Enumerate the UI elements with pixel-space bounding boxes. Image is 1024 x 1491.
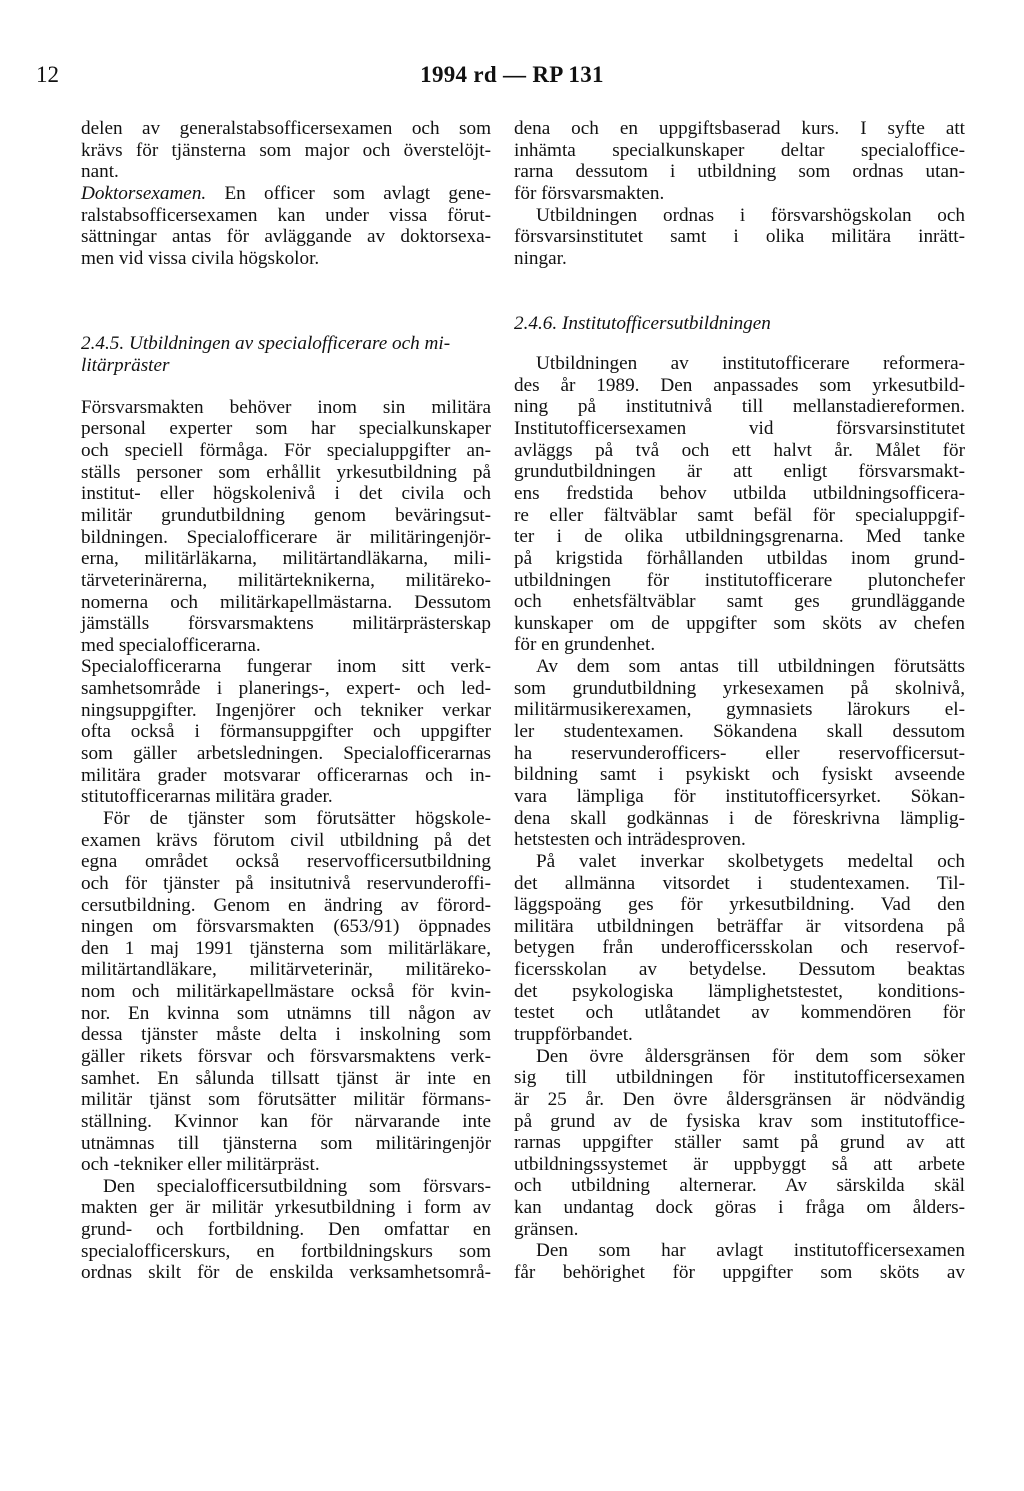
paragraph [81, 656, 491, 807]
text-line: och speciell förmåga. För specialuppgifter an- [81, 440, 491, 462]
text-line: rarna dessutom i utbildning som ordnas utan- [514, 161, 965, 183]
running-head: 1994 rd — RP 131 [420, 62, 604, 87]
text-line: dena skall godkännas i de föreskrivna lämplig- [514, 807, 965, 829]
text-line: Den specialofficersutbildning som försvars- [103, 1175, 491, 1197]
text-line: betygen från underofficersskolan och reservof- [514, 937, 965, 959]
text-line: den 1 maj 1991 tjänsterna som militärläkare, [81, 937, 491, 959]
text-line: Utbildningen ordnas i försvarshögskolan och [536, 204, 965, 226]
text-line: Utbildningen av institutofficerare reformera- [536, 353, 965, 375]
text-line: militärtandläkare, militärveterinär, militäreko- [81, 959, 491, 981]
text-line: des år 1989. Den anpassades som yrkesutbild- [514, 374, 965, 396]
page-number: 12 [36, 62, 59, 87]
text-line: ofta också i förmansuppgifter och uppgifter [81, 721, 491, 743]
text-line: är 25 år. Den övre åldersgränsen är nödvändig [514, 1088, 965, 1110]
paragraph [514, 205, 965, 270]
text-line: testet och utlåtandet av kommendören för [514, 1002, 965, 1024]
text-line: nom och militärkapellmästare också för kvin- [81, 981, 491, 1003]
left-column [81, 118, 491, 1284]
text-line: men vid vissa civila högskolor. [81, 247, 320, 269]
paragraph [81, 183, 491, 270]
text-line: erna, militärläkarna, militärtandläkarna, mili- [81, 548, 491, 570]
text-line: Institutofficersexamen vid försvarsinstitutet [514, 418, 965, 440]
paragraph [81, 808, 491, 1176]
text-line: på grund av de fysiska krav som institutoffice- [514, 1110, 965, 1132]
text-line: och enhetsfältväblar samt ges grundläggande [514, 591, 965, 613]
text-line: ställs personer som erhållit yrkesutbildning på [81, 461, 491, 483]
text-line: ningen om försvarsmakten (653/91) öppnades [81, 916, 491, 938]
text-line: och utbildning alternerar. Av särskilda skäl [514, 1175, 965, 1197]
text-line: Den som har avlagt institutofficersexamen [536, 1240, 965, 1262]
text-line: med specialofficerarna. [81, 634, 261, 656]
heading-line: litärpräster [81, 355, 170, 377]
text-line: militära utbildningen beträffar är vitsordena på [514, 915, 965, 937]
text-line: re eller fältväblar samt befäl för specialuppgif- [514, 504, 965, 526]
text-line: jämställs försvarsmaktens militärprästerskap [81, 613, 491, 635]
text-line: egna området också reservofficersutbildning [81, 851, 491, 873]
text-line: ler studentexamen. Sökandena skall dessutom [514, 721, 965, 743]
paragraph [514, 118, 965, 205]
text-line: dena och en uppgiftsbaserad kurs. I syfte att [514, 118, 965, 139]
text-line: nomerna och militärkapellmästarna. Dessutom [81, 591, 491, 613]
text-line: För de tjänster som förutsätter högskole- [103, 807, 491, 829]
text-line: ha reservunderofficers- eller reservofficersut- [514, 742, 965, 764]
text-line: Försvarsmakten behöver inom sin militära [81, 396, 491, 418]
text-line: gäller rikets försvar och försvarsmaktens verk- [81, 1045, 491, 1067]
page-header [0, 62, 1024, 96]
text-line: det allmänna vitsordet i studentexamen. Til- [514, 872, 965, 894]
paragraph [81, 1176, 491, 1284]
text-line: personal experter som har specialkunskaper [81, 418, 491, 440]
text-line: nor. En kvinna som utnämns till någon av [81, 1002, 491, 1024]
paragraph-label: Doktorsexamen. [81, 182, 207, 204]
text-line: ter i de olika utbildningsgrenarna. Med tanke [514, 526, 965, 548]
text-line: På valet inverkar skolbetygets medeltal och [536, 850, 965, 872]
text-line: militär tjänst som förutsätter militär förmans- [81, 1089, 491, 1111]
text-line: stitutofficerarnas militära grader. [81, 786, 333, 808]
text-line: som grundutbildning yrkesexamen på skolnivå, [514, 677, 965, 699]
paragraph [514, 1046, 965, 1241]
text-line: dessa tjänster måste delta i inskolning som [81, 1024, 491, 1046]
text-line: ningsuppgifter. Ingenjörer och tekniker verkar [81, 699, 491, 721]
right-column [514, 118, 965, 1284]
text-line: läggspoäng ges för yrkesutbildning. Vad den [514, 894, 965, 916]
text-line: ens fredstida behov utbilda utbildningsofficera- [514, 482, 965, 504]
heading-line: 2.4.6. Institutofficersutbildningen [514, 313, 771, 335]
text-line: vara lämpliga för institutofficersyrket. Sökan- [514, 785, 965, 807]
text-line: ralstabsofficersexamen kan under vissa förut- [81, 204, 491, 226]
text-line: institut- eller högskolenivå i det civila och [81, 483, 491, 505]
text-line: samhetsområde i planerings-, expert- och led- [81, 678, 491, 700]
paragraph [514, 656, 965, 851]
text-line: ordnas skilt för de enskilda verksamhetsområ- [81, 1262, 491, 1284]
paragraph [514, 353, 965, 656]
text-line: grundutbildningen är att enligt försvarsmakt- [514, 461, 965, 483]
text-line: får behörighet för uppgifter som sköts av [514, 1262, 965, 1284]
text-line: ning på institutnivå till mellanstadiereformen. [514, 396, 965, 418]
section-heading [81, 333, 491, 376]
text-line: sig till utbildningen för institutofficersexamen [514, 1067, 965, 1089]
text-line: det psykologiska lämplighetstestet, konditions- [514, 980, 965, 1002]
text-line: inhämta specialkunskaper deltar specialoffice- [514, 139, 965, 161]
text-line: rarnas uppgifter ställer samt på grund av att [514, 1132, 965, 1154]
text-line: bildning samt i psykiskt och fysiskt avseende [514, 764, 965, 786]
text-line: examen krävs förutom civil utbildning på det [81, 829, 491, 851]
text-line: delen av generalstabsofficersexamen och som [81, 118, 491, 139]
text-line: som gäller arbetsledningen. Specialofficerarnas [81, 743, 491, 765]
text-line: cersutbildning. Genom en ändring av förord- [81, 894, 491, 916]
text-line: utbildningssystemet är uppbyggt så att arbete [514, 1153, 965, 1175]
text-line: tärveterinärerna, militärteknikerna, militäreko- [81, 569, 491, 591]
text-line: samhet. En sålunda tillsatt tjänst är inte en [81, 1067, 491, 1089]
text-line: nant. [81, 161, 119, 183]
paragraph [81, 118, 491, 183]
text-line: utbildningen för institutofficerare plutonchefer [514, 569, 965, 591]
section-heading [514, 313, 965, 335]
text-line: Doktorsexamen. En officer som avlagt gene- [81, 182, 491, 204]
text-line: specialofficerskurs, en fortbildningskurs som [81, 1240, 491, 1262]
text-line: gränsen. [514, 1218, 579, 1240]
text-line: militärmusikerexamen, gymnasiets lärokurs el- [514, 699, 965, 721]
text-line: Specialofficerarna fungerar inom sitt verk- [81, 656, 491, 678]
text-line: ningar. [514, 247, 567, 269]
paragraph [514, 851, 965, 1046]
paragraph [514, 1240, 965, 1283]
text-line: utnämnas till tjänsterna som militäringenjör [81, 1132, 491, 1154]
text-line: militära grader motsvarar officerarnas och in- [81, 764, 491, 786]
text-line: truppförbandet. [514, 1023, 633, 1045]
text-line: och -tekniker eller militärpräst. [81, 1154, 320, 1176]
text-line: och för tjänster på insitutnivå reservunderoffi- [81, 872, 491, 894]
text-line: försvarsinstitutet samt i olika militära inrätt- [514, 226, 965, 248]
text-line: grund- och fortbildning. Den omfattar en [81, 1219, 491, 1241]
text-line: Av dem som antas till utbildningen förutsätts [536, 656, 965, 678]
text-line: avläggs på två och ett halvt år. Målet för [514, 439, 965, 461]
text-line: för en grundenhet. [514, 634, 656, 656]
text-line: för försvarsmakten. [514, 182, 665, 204]
text-line: på krigstida förhållanden utbildas inom grund- [514, 547, 965, 569]
text-line: sättningar antas för avläggande av doktorsexa- [81, 226, 491, 248]
text-line: ställning. Kvinnor kan för närvarande inte [81, 1110, 491, 1132]
text-line: ficersskolan av betydelse. Dessutom beaktas [514, 959, 965, 981]
text-line: makten ger är militär yrkesutbildning i form av [81, 1197, 491, 1219]
text-line: militär grundutbildning genom beväringsut- [81, 504, 491, 526]
text-line: Den övre åldersgränsen för dem som söker [536, 1045, 965, 1067]
text-line: kan undantag dock göras i fråga om ålders- [514, 1197, 965, 1219]
paragraph [81, 397, 491, 657]
text-line: hetstesten och inträdesproven. [514, 829, 746, 851]
text-line: bildningen. Specialofficerare är militäringenjör- [81, 526, 491, 548]
heading-line: 2.4.5. Utbildningen av specialofficerare och mi- [81, 333, 451, 355]
text-line: krävs för tjänsterna som major och överstelöjt- [81, 139, 491, 161]
text-line: kunskaper om de uppgifter som sköts av chefen [514, 612, 965, 634]
